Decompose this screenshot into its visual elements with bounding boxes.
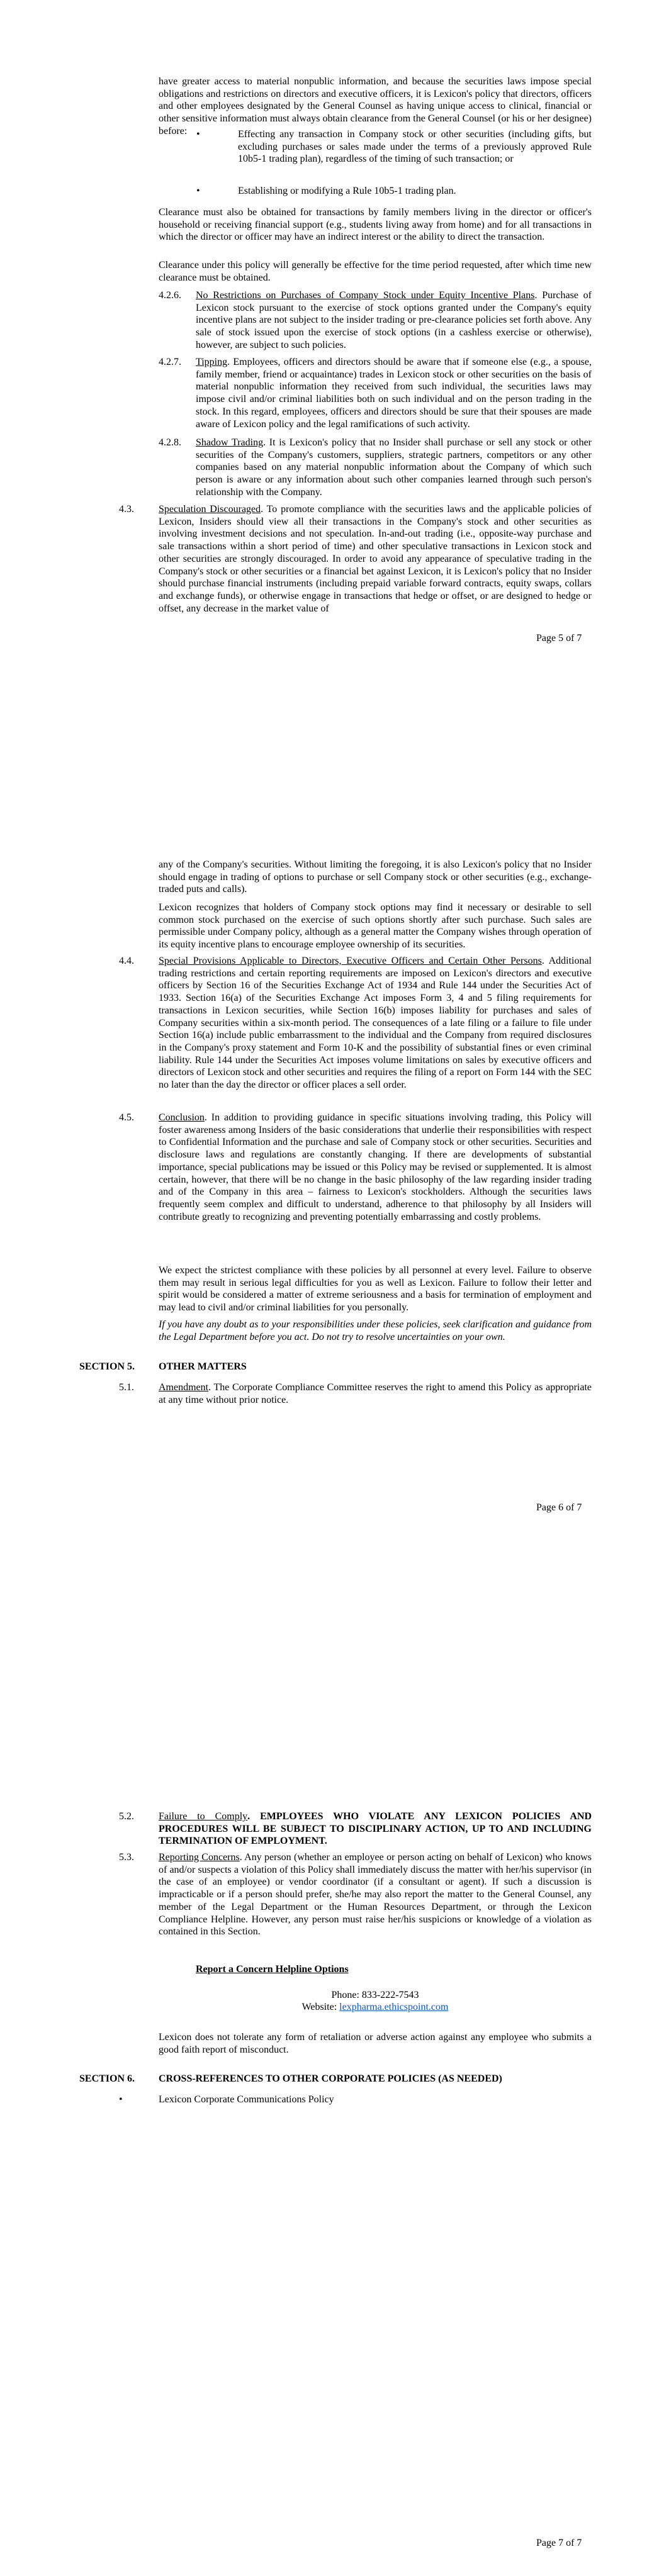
- section-title: Reporting Concerns: [159, 1852, 240, 1863]
- section-body: . It is Lexicon's policy that no Insider shall purchase or sell any stock or other securities of the Company's customers, suppliers, strategic partners, competitors or any other companies based on any material nonpublic information about the Company of which such person is aware or any information about such other companies learned through such person's relationship with the Company.: [196, 437, 592, 498]
- page-number: Page 6 of 7: [536, 1502, 582, 1513]
- section-5-label: SECTION 5.: [79, 1361, 135, 1372]
- section-5-title: OTHER MATTERS: [159, 1361, 247, 1372]
- doubt-para: If you have any doubt as to your responsibilities under these policies, seek clarification and guidance from the Legal Department before you act. Do not try to resolve uncertainties on your own.: [159, 1319, 592, 1342]
- section-number: 4.2.7.: [159, 357, 181, 367]
- section-6-title: CROSS-REFERENCES TO OTHER CORPORATE POLICIES (AS NEEDED): [159, 2073, 502, 2084]
- helpline-website-link[interactable]: lexpharma.ethicspoint.com: [339, 2002, 449, 2012]
- crossref-item: Lexicon Corporate Communications Policy: [159, 2094, 334, 2105]
- section-title: Special Provisions Applicable to Directors, Executive Officers and Certain Other Persons: [159, 956, 542, 966]
- section-title: No Restrictions on Purchases of Company Stock under Equity Incentive Plans: [196, 290, 535, 301]
- section-title: Failure to Comply: [159, 1811, 248, 1822]
- section-body: . The Corporate Compliance Committee reserves the right to amend this Policy as appropriate at any time without prior notice.: [159, 1382, 592, 1405]
- section-body: . To promote compliance with the securities laws and the applicable policies of Lexicon, Insiders should view all their transactions in the Company's stock and other securities as involving investment decisions and not speculation. In-and-out trading (i.e., opposite-way purchase and sale transactions within a short period of time) and other speculative transactions in Lexicon stock and other securities are strongly discouraged. In order to avoid any appearance of speculative trading in the Company's stock or other securities or a financial bet against Lexicon, it is Lexicon's policy that no Insider should purchase financial instruments (including prepaid variable forward contracts, equity swaps, collars and exchange funds), or otherwise engage in transactions that hedge or offset, or are designed to hedge or offset, any decrease in the market value of: [159, 504, 592, 614]
- expect-para: We expect the strictest compliance with these policies by all personnel at every level. Failure to observe them may result in serious legal difficulties for you as well as Lexicon. Failure to follow their letter and spirit would be considered a matter of extreme seriousness and a basis for termination of employment and may lead to civil and/or criminal liabilities for you personally.: [159, 1265, 592, 1313]
- section-body: . Any person (whether an employee or person acting on behalf of Lexicon) who knows of and/or suspects a violation of this Policy shall immediately discuss the matter with her/his supervisor (in the case of an employee) or vendor coordinator (if a consultant or agent). If such a discussion is impracticable or if a person should prefer, she/he may also report the matter to the General Counsel, any member of the Legal Department or the Human Resources Department, or through the Lexicon Compliance Helpline. However, any person must raise her/his suspicions or knowledge of a violation as contained in this Section.: [159, 1852, 592, 1938]
- section-body: . Employees, officers and directors should be aware that if someone else (e.g., a spouse, family member, friend or acquaintance) trades in Lexicon stock or other securities on the basis of material nonpublic information they received from such individual, the securities laws may impose civil and/or criminal liabilities both on such individual and on the person trading in the stock. In this regard, employees, officers and directors should be sure that their spouses are made aware of Lexicon policy and the legal ramifications of such activity.: [196, 357, 592, 430]
- clearance-period-para: Clearance under this policy will generally be effective for the time period requested, after which time new clearance must be obtained.: [159, 260, 592, 283]
- bullet: •: [196, 186, 200, 196]
- section-number: 4.2.6.: [159, 290, 181, 301]
- section-title: Tipping: [196, 357, 228, 367]
- section-body: . EMPLOYEES WHO VIOLATE ANY LEXICON POLICIES AND PROCEDURES WILL BE SUBJECT TO DISCIPLINARY ACTION, UP TO AND INCLUDING TERMINATION OF EMPLOYMENT.: [159, 1811, 592, 1847]
- section-title: Speculation Discouraged: [159, 504, 261, 515]
- section-number: 4.2.8.: [159, 437, 181, 448]
- section-number: 4.4.: [119, 956, 134, 966]
- section-6-label: SECTION 6.: [79, 2073, 135, 2084]
- bullet: •: [196, 129, 200, 140]
- page-number: Page 5 of 7: [536, 633, 582, 644]
- section-body: . Additional trading restrictions and certain reporting requirements are imposed on Lexicon's directors and executive officers by Section 16 of the Securities Exchange Act of 1934 and Rule 144 under the Securities Act of 1933. Section 16(a) of the Securities Exchange Act imposes Form 3, 4 and 5 filing requirements for transactions in Lexicon securities, while Section 16(b) imposes liability for purchases and sales of Company securities within a six-month period. The consequences of a late filing or a failure to file under Section 16(a) include public embarrassment to the individual and the Company from required disclosures in the Company's proxy statement and Form 10-K and the possibility of substantial fines or even criminal liability. Rule 144 under the Securities Act imposes volume limitations on sales by executive officers and directors of Lexicon stock and other securities and requires the filing of a report on Form 144 with the SEC no later than the day the director or officer places a sell order.: [159, 956, 592, 1091]
- section-title: Conclusion: [159, 1112, 205, 1123]
- section-body: . In addition to providing guidance in specific situations involving trading, this Policy will foster awareness among Insiders of the basic considerations that underlie their responsibilities with respect to Confidential Information and the purchase and sale of Company stock or other securities. Securities and disclosure laws and regulations are constantly changing. If there are developments of substantial importance, special publications may be issued or this Policy may be revised or supplemented. It is almost certain, however, that there will be no change in the basic philosophy of the law regarding insider trading and of the Company in this area – fairness to Lexicon's stockholders. Although the securities laws frequently seem complex and difficult to understand, adherence to that philosophy by all Insiders will contribute greatly to recognizing and preventing potentially embarrassing and costly problems.: [159, 1112, 592, 1222]
- helpline-website: [159, 2001, 592, 2014]
- section-number: 4.3.: [119, 504, 134, 515]
- page-number: Page 7 of 7: [536, 2538, 582, 2548]
- retaliation-para: Lexicon does not tolerate any form of retaliation or adverse action against any employee who submits a good faith report of misconduct.: [159, 2032, 592, 2055]
- helpline-heading: Report a Concern Helpline Options: [196, 1964, 349, 1975]
- website-label: Website:: [301, 2002, 337, 2012]
- bullet-item-2: Establishing or modifying a Rule 10b5-1 trading plan.: [238, 186, 456, 196]
- bullet: •: [119, 2094, 123, 2105]
- bullet-item-1: Effecting any transaction in Company stock or other securities (including gifts, but excluding purchases or sales made under the terms of a previously approved Rule 10b5-1 trading plan), regardless of the timing of such transaction; or: [238, 129, 592, 165]
- clearance-intro: have greater access to material nonpublic information, and because the securities laws impose special obligations and restrictions on directors and executive officers, it is Lexicon's policy that directors, officers and other employees designated by the General Counsel as having unique access to clinical, financial or other sensitive information must always obtain clearance from the General Counsel (or his or her designee) before:: [159, 76, 592, 137]
- section-title: Shadow Trading: [196, 437, 264, 448]
- options-para: Lexicon recognizes that holders of Company stock options may find it necessary or desirable to sell common stock purchased on the exercise of such options shortly after such purchase. Such sales are permissible under Company policy, although as a general matter the Company wishes through operation of its equity incentive plans to encourage employee ownership of its securities.: [159, 902, 592, 951]
- section-title: Amendment: [159, 1382, 209, 1393]
- section-number: 5.2.: [119, 1811, 134, 1822]
- section-5-2: [159, 1810, 592, 1848]
- section-number: 5.3.: [119, 1852, 134, 1863]
- helpline-phone: Phone: 833-222-7543: [331, 1990, 419, 2000]
- speculation-continued: any of the Company's securities. Without limiting the foregoing, it is also Lexicon's policy that no Insider should engage in trading of options to purchase or sell Company stock or other securities (e.g., exchange-traded puts and calls).: [159, 859, 592, 895]
- section-body: . Purchase of Lexicon stock pursuant to the exercise of stock options granted under the Company's equity incentive plans are not subject to the insider trading or pre-clearance policies set forth above. Any sale of stock issued upon the exercise of stock options (in a cashless exercise or otherwise), however, are subject to such policies.: [196, 290, 592, 350]
- section-number: 4.5.: [119, 1112, 134, 1123]
- section-number: 5.1.: [119, 1382, 134, 1393]
- clearance-family-para: Clearance must also be obtained for transactions by family members living in the director or officer's household or receiving financial support (e.g., students living away from home) and for all transactions in which the director or officer may have an indirect interest or the ability to direct the transaction.: [159, 207, 592, 243]
- section-5-3: [159, 1851, 592, 1938]
